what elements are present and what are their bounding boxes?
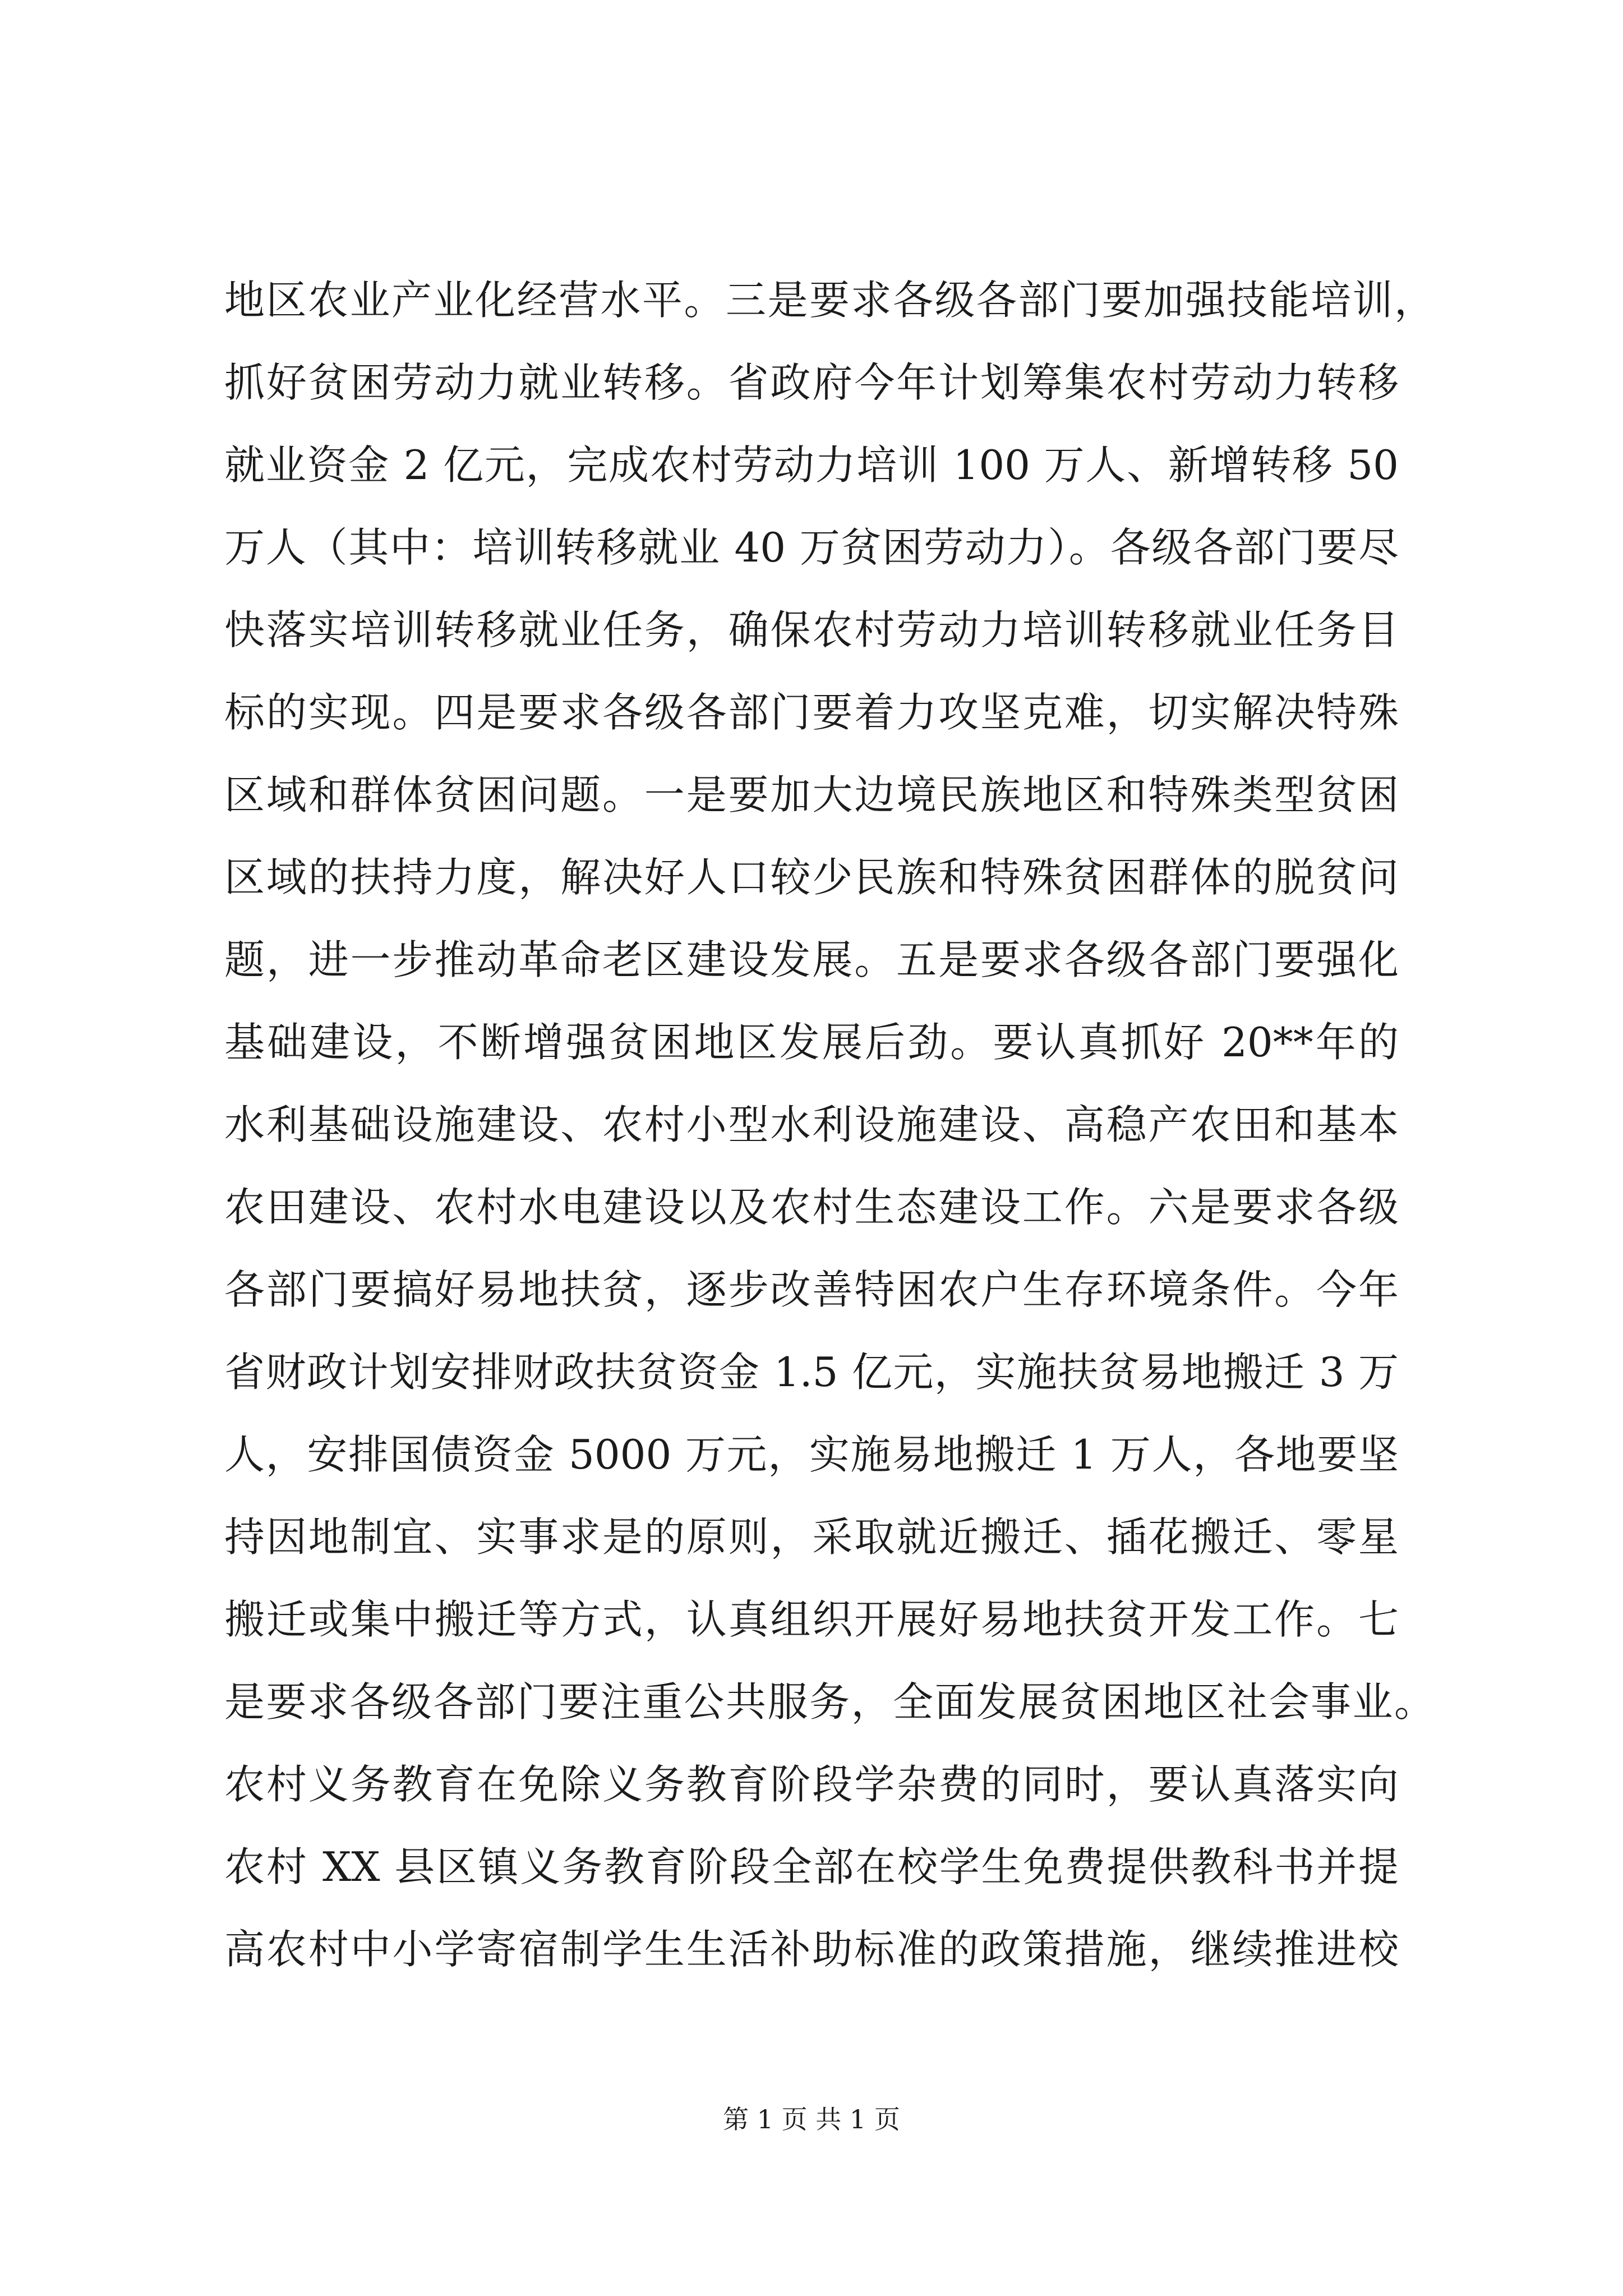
page-footer: 第 1 页 共 1 页	[723, 2104, 900, 2134]
text-line: 万人（其中：培训转移就业 40 万贫困劳动力）。各级各部门要尽	[224, 524, 1399, 571]
text-line: 地区农业产业化经营水平。三是要求各级各部门要加强技能培训，	[224, 277, 1435, 324]
text-line: 持因地制宜、实事求是的原则，采取就近搬迁、插花搬迁、零星	[224, 1513, 1399, 1561]
text-line: 搬迁或集中搬迁等方式，认真组织开展好易地扶贫开发工作。七	[224, 1596, 1399, 1643]
body-paragraph	[224, 259, 1436, 1991]
text-line: 农村 XX 县区镇义务教育阶段全部在校学生免费提供教科书并提	[224, 1843, 1399, 1890]
text-line: 快落实培训转移就业任务，确保农村劳动力培训转移就业任务目	[224, 606, 1399, 654]
text-line: 区域和群体贫困问题。一是要加大边境民族地区和特殊类型贫困	[224, 771, 1399, 818]
text-line: 基础建设，不断增强贫困地区发展后劲。要认真抓好 20**年的	[224, 1019, 1399, 1066]
text-line: 是要求各级各部门要注重公共服务，全面发展贫困地区社会事业。	[224, 1678, 1435, 1726]
text-line: 标的实现。四是要求各级各部门要着力攻坚克难，切实解决特殊	[224, 689, 1399, 736]
text-line: 水利基础设施建设、农村小型水利设施建设、高稳产农田和基本	[224, 1101, 1399, 1148]
text-line: 各部门要搞好易地扶贫，逐步改善特困农户生存环境条件。今年	[224, 1266, 1399, 1313]
text-line: 农田建设、农村水电建设以及农村生态建设工作。六是要求各级	[224, 1184, 1399, 1231]
text-line: 题，进一步推动革命老区建设发展。五是要求各级各部门要强化	[224, 936, 1399, 983]
text-line: 抓好贫困劳动力就业转移。省政府今年计划筹集农村劳动力转移	[224, 359, 1399, 406]
text-line: 省财政计划安排财政扶贫资金 1.5 亿元，实施扶贫易地搬迁 3 万	[224, 1349, 1399, 1396]
text-line: 农村义务教育在免除义务教育阶段学杂费的同时，要认真落实向	[224, 1761, 1399, 1808]
text-line: 人，安排国债资金 5000 万元，实施易地搬迁 1 万人，各地要坚	[224, 1431, 1399, 1478]
text-line: 就业资金 2 亿元，完成农村劳动力培训 100 万人、新增转移 50	[224, 441, 1399, 489]
text-line: 区域的扶持力度，解决好人口较少民族和特殊贫困群体的脱贫问	[224, 854, 1399, 901]
text-line: 高农村中小学寄宿制学生生活补助标准的政策措施，继续推进校	[224, 1926, 1399, 1973]
